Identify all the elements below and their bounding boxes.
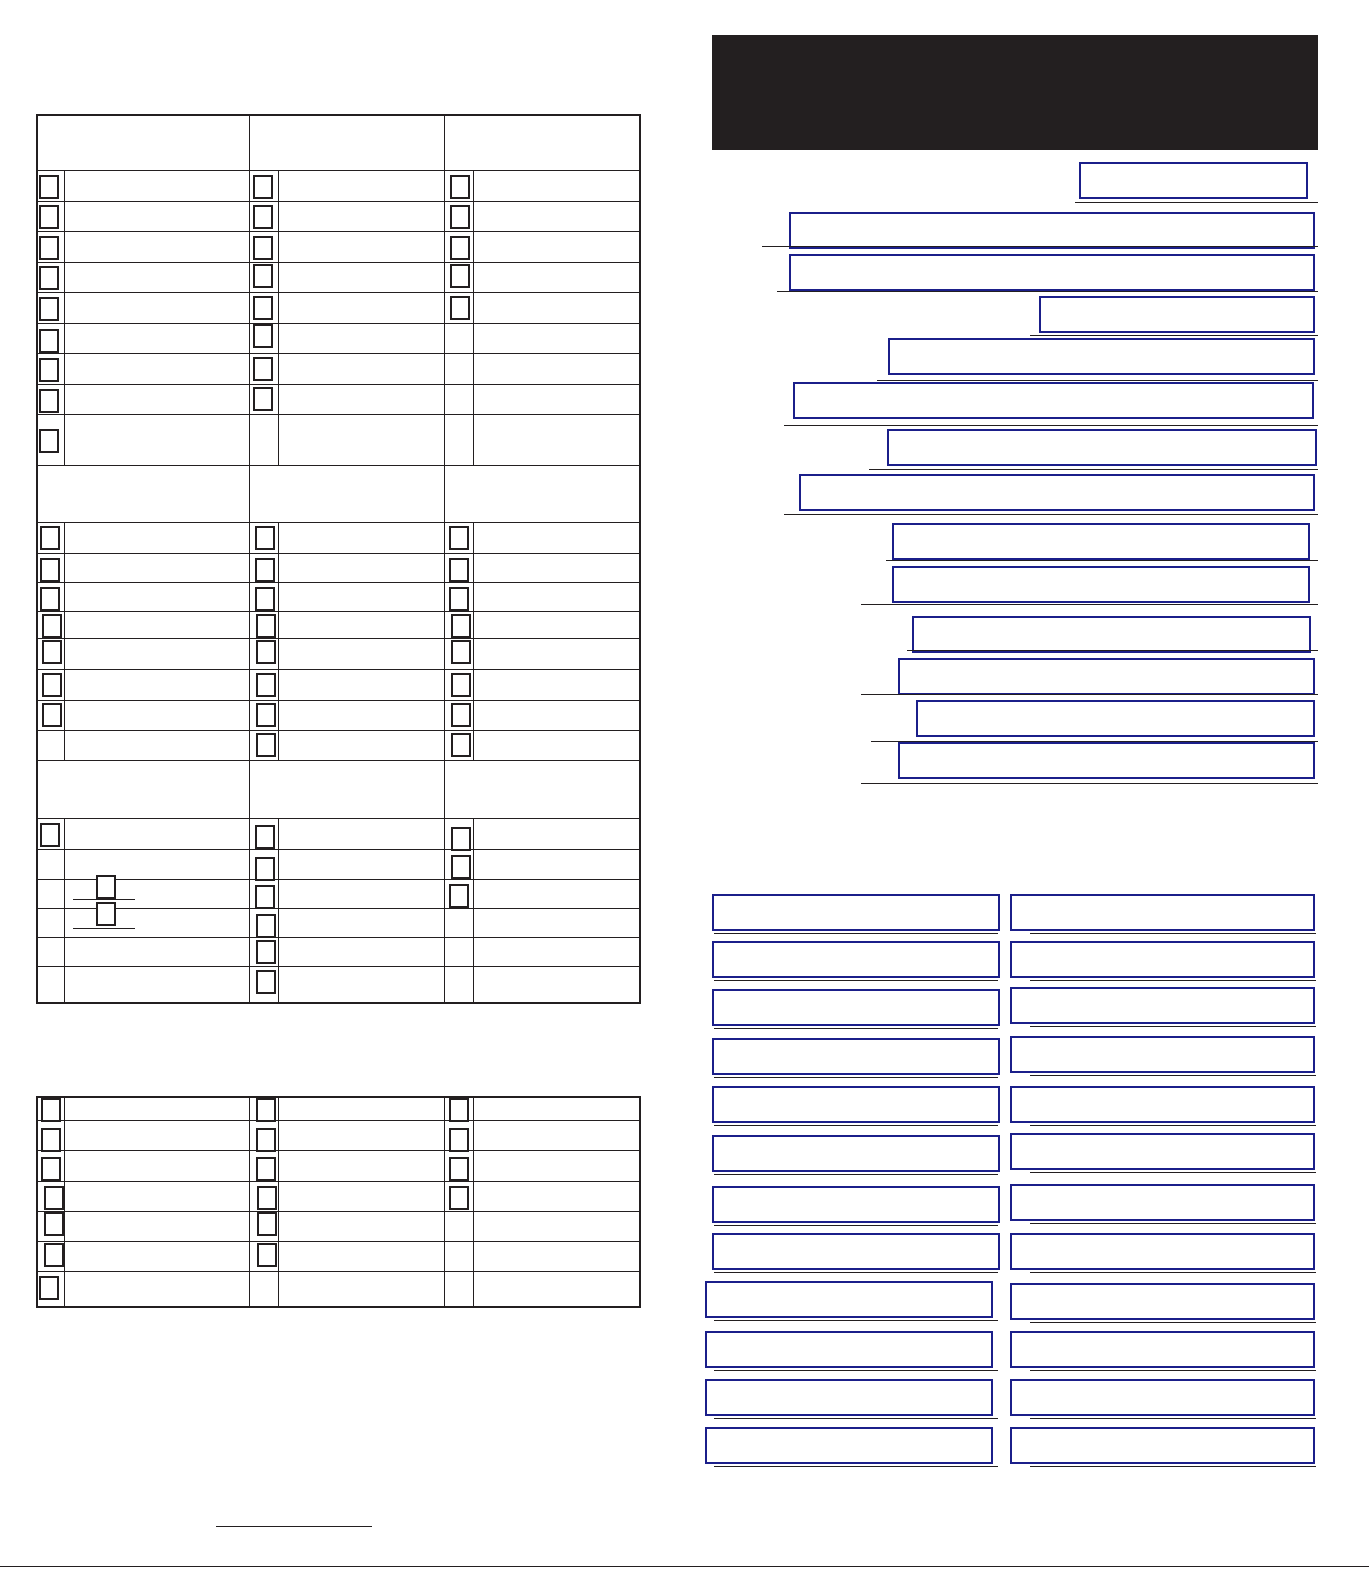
checklist-table-top (36, 114, 641, 1004)
text-field[interactable] (912, 616, 1311, 653)
checkbox[interactable] (40, 558, 60, 582)
text-field[interactable] (1079, 162, 1308, 199)
signature-line (216, 1526, 372, 1527)
checkbox[interactable] (44, 1186, 64, 1210)
checkbox[interactable] (42, 614, 62, 638)
checkbox[interactable] (253, 205, 273, 229)
list-field-left[interactable] (712, 1086, 1000, 1123)
field-underline (784, 514, 1318, 515)
table-rule (36, 611, 640, 612)
field-underline (1030, 1026, 1316, 1027)
checkbox[interactable] (449, 1157, 469, 1181)
list-field-left[interactable] (712, 1135, 1000, 1172)
checkbox[interactable] (39, 266, 59, 290)
list-field-left[interactable] (712, 1186, 1000, 1223)
checkbox[interactable] (39, 205, 59, 229)
text-field[interactable] (799, 474, 1315, 511)
table-rule (36, 700, 640, 701)
checkbox[interactable] (256, 914, 276, 938)
field-underline (1030, 1418, 1316, 1419)
checkbox[interactable] (255, 587, 275, 611)
fraction-line (73, 928, 135, 929)
table-rule (36, 760, 640, 761)
checkbox[interactable] (44, 1243, 64, 1267)
text-field[interactable] (1039, 296, 1315, 333)
table-column-divider (444, 1096, 445, 1308)
page-bottom-rule (0, 1566, 1369, 1567)
field-underline (1030, 980, 1316, 981)
checkbox[interactable] (450, 175, 470, 199)
checkbox[interactable] (256, 1157, 276, 1181)
list-field-right[interactable] (1010, 941, 1315, 978)
checkbox[interactable] (256, 640, 276, 664)
table-rule (36, 908, 640, 909)
checkbox[interactable] (256, 673, 276, 697)
checkbox[interactable] (39, 329, 59, 353)
field-underline (886, 560, 1318, 561)
checkbox[interactable] (257, 1186, 277, 1210)
field-underline (1030, 1466, 1316, 1467)
checkbox[interactable] (44, 1212, 64, 1236)
table-column-divider (444, 114, 445, 1004)
checkbox[interactable] (253, 175, 273, 199)
table-rule (36, 1181, 640, 1182)
table-rule (36, 937, 640, 938)
checkbox[interactable] (449, 1128, 469, 1152)
table-rule (36, 231, 640, 232)
text-field[interactable] (789, 254, 1315, 291)
table-rule (36, 1120, 640, 1121)
table-rule (36, 414, 640, 415)
table-checkbox-column-divider (64, 170, 65, 465)
text-field[interactable] (892, 566, 1310, 603)
checkbox[interactable] (256, 1128, 276, 1152)
checkbox[interactable] (451, 640, 471, 664)
checkbox[interactable] (41, 1157, 61, 1181)
list-field-left[interactable] (705, 1379, 993, 1416)
fraction-line (73, 899, 135, 900)
field-underline (714, 1225, 998, 1226)
checkbox[interactable] (255, 558, 275, 582)
checkbox[interactable] (449, 884, 469, 908)
field-underline (1030, 1223, 1316, 1224)
field-underline (777, 291, 1318, 292)
list-field-right[interactable] (1010, 987, 1315, 1024)
checkbox[interactable] (253, 357, 273, 381)
checkbox[interactable] (40, 823, 60, 847)
table-rule (36, 1271, 640, 1272)
list-field-left[interactable] (705, 1427, 993, 1464)
table-rule (36, 353, 640, 354)
table-rule (36, 1150, 640, 1151)
table-rule (36, 384, 640, 385)
checkbox[interactable] (40, 526, 60, 550)
checkbox[interactable] (42, 640, 62, 664)
checkbox[interactable] (39, 175, 59, 199)
field-underline (1030, 1075, 1316, 1076)
field-underline (1030, 1125, 1316, 1126)
table-checkbox-column-divider (278, 1096, 279, 1308)
table-column-divider (249, 114, 250, 1004)
checkbox[interactable] (255, 825, 275, 849)
checkbox[interactable] (39, 236, 59, 260)
field-underline (784, 425, 1318, 426)
checkbox[interactable] (255, 857, 275, 881)
text-field[interactable] (789, 212, 1315, 249)
table-checkbox-column-divider (278, 818, 279, 1004)
list-field-right[interactable] (1010, 1184, 1315, 1221)
table-rule (36, 818, 640, 819)
checkbox[interactable] (42, 703, 62, 727)
table-rule (36, 522, 640, 523)
checkbox[interactable] (256, 703, 276, 727)
table-checkbox-column-divider (473, 522, 474, 760)
checkbox[interactable] (253, 264, 273, 288)
field-underline (1030, 933, 1316, 934)
checkbox[interactable] (451, 703, 471, 727)
list-field-left[interactable] (712, 989, 1000, 1026)
table-rule (36, 849, 640, 850)
checkbox[interactable] (256, 733, 276, 757)
field-underline (714, 1174, 998, 1175)
list-field-right[interactable] (1010, 894, 1315, 931)
list-field-right[interactable] (1010, 1427, 1315, 1464)
text-field[interactable] (916, 700, 1315, 737)
field-underline (714, 1077, 998, 1078)
checkbox[interactable] (257, 1243, 277, 1267)
field-underline (861, 694, 1318, 695)
table-rule (36, 966, 640, 967)
checkbox[interactable] (449, 587, 469, 611)
field-underline (861, 783, 1318, 784)
checkbox[interactable] (42, 673, 62, 697)
list-field-right[interactable] (1010, 1233, 1315, 1270)
checkbox[interactable] (450, 296, 470, 320)
list-field-left[interactable] (712, 1038, 1000, 1075)
checkbox[interactable] (41, 1098, 61, 1122)
table-checkbox-column-divider (278, 522, 279, 760)
field-underline (1030, 1172, 1316, 1173)
checkbox[interactable] (96, 875, 116, 899)
text-field[interactable] (892, 523, 1310, 560)
field-underline (714, 1418, 998, 1419)
checkbox[interactable] (451, 673, 471, 697)
field-underline (762, 246, 1318, 247)
field-underline (1030, 1322, 1316, 1323)
checkbox[interactable] (39, 429, 59, 453)
table-rule (36, 669, 640, 670)
text-field[interactable] (887, 429, 1317, 466)
table-rule (36, 553, 640, 554)
checklist-table-bottom (36, 1096, 641, 1308)
field-underline (714, 1466, 998, 1467)
field-underline (714, 980, 998, 981)
checkbox[interactable] (253, 387, 273, 411)
checkbox[interactable] (41, 1128, 61, 1152)
checkbox[interactable] (255, 526, 275, 550)
field-underline (714, 1320, 998, 1321)
list-field-left[interactable] (705, 1281, 993, 1318)
table-rule (36, 879, 640, 880)
table-checkbox-column-divider (473, 818, 474, 1004)
text-field[interactable] (898, 742, 1315, 779)
checkbox[interactable] (451, 733, 471, 757)
checkbox[interactable] (255, 885, 275, 909)
field-underline (869, 469, 1318, 470)
checkbox[interactable] (451, 827, 471, 851)
checkbox[interactable] (256, 940, 276, 964)
checkbox[interactable] (253, 324, 273, 348)
checkbox[interactable] (450, 264, 470, 288)
list-field-right[interactable] (1010, 1133, 1315, 1170)
checkbox[interactable] (449, 558, 469, 582)
list-field-left[interactable] (712, 941, 1000, 978)
checkbox[interactable] (451, 614, 471, 638)
table-rule (36, 638, 640, 639)
table-rule (36, 730, 640, 731)
field-underline (1030, 1272, 1316, 1273)
checkbox[interactable] (450, 205, 470, 229)
list-field-right[interactable] (1010, 1036, 1315, 1073)
table-rule (36, 582, 640, 583)
table-rule (36, 1211, 640, 1212)
checkbox[interactable] (40, 587, 60, 611)
checkbox[interactable] (449, 526, 469, 550)
field-underline (871, 741, 1318, 742)
table-rule (36, 1241, 640, 1242)
checkbox[interactable] (253, 236, 273, 260)
checkbox[interactable] (253, 296, 273, 320)
table-rule (36, 262, 640, 263)
table-checkbox-column-divider (473, 1096, 474, 1308)
field-underline (714, 933, 998, 934)
list-field-right[interactable] (1010, 1086, 1315, 1123)
field-underline (1075, 202, 1318, 203)
checkbox[interactable] (450, 236, 470, 260)
checkbox[interactable] (39, 358, 59, 382)
title-banner (712, 35, 1318, 150)
table-column-divider (249, 1096, 250, 1308)
table-rule (36, 292, 640, 293)
table-checkbox-column-divider (64, 522, 65, 760)
field-underline (1030, 1370, 1316, 1371)
table-checkbox-column-divider (64, 1096, 65, 1308)
table-rule (36, 465, 640, 466)
checkbox[interactable] (449, 1186, 469, 1210)
list-field-right[interactable] (1010, 1283, 1315, 1320)
text-field[interactable] (793, 382, 1314, 419)
list-field-left[interactable] (712, 1233, 1000, 1270)
text-field[interactable] (888, 338, 1315, 375)
list-field-right[interactable] (1010, 1331, 1315, 1368)
table-rule (36, 170, 640, 171)
table-rule (36, 323, 640, 324)
field-underline (907, 650, 1318, 651)
checkbox[interactable] (39, 1276, 59, 1300)
list-field-left[interactable] (705, 1331, 993, 1368)
checkbox[interactable] (451, 855, 471, 879)
field-underline (714, 1028, 998, 1029)
table-checkbox-column-divider (278, 170, 279, 465)
table-checkbox-column-divider (473, 170, 474, 465)
checkbox[interactable] (257, 1212, 277, 1236)
table-rule (36, 201, 640, 202)
checkbox[interactable] (256, 1098, 276, 1122)
checkbox[interactable] (96, 902, 116, 926)
checkbox[interactable] (256, 614, 276, 638)
list-field-right[interactable] (1010, 1379, 1315, 1416)
field-underline (861, 604, 1318, 605)
checkbox[interactable] (39, 297, 59, 321)
checkbox[interactable] (256, 970, 276, 994)
checkbox[interactable] (39, 389, 59, 413)
field-underline (714, 1370, 998, 1371)
field-underline (714, 1272, 998, 1273)
field-underline (714, 1125, 998, 1126)
list-field-left[interactable] (712, 894, 1000, 931)
checkbox[interactable] (449, 1098, 469, 1122)
field-underline (1030, 335, 1318, 336)
field-underline (877, 380, 1318, 381)
table-checkbox-column-divider (64, 818, 65, 1004)
text-field[interactable] (898, 658, 1315, 695)
